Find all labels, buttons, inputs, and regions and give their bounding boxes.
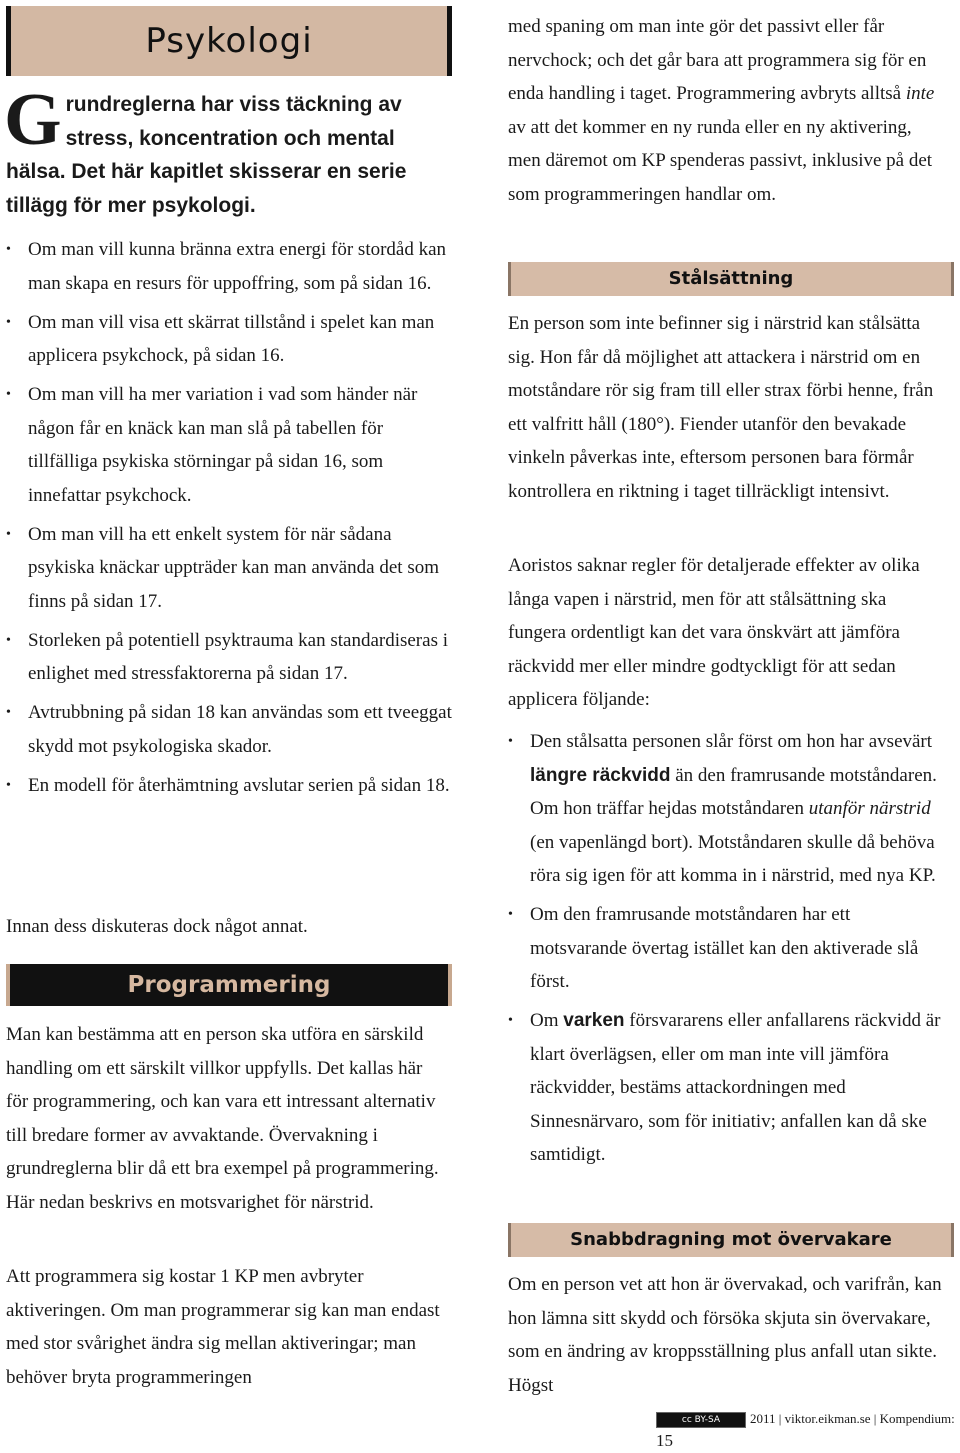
subsection-heading: Snabbdragning mot övervakare xyxy=(570,1229,892,1250)
chapter-title-box xyxy=(6,6,452,76)
intro-text: rundreglerna har viss täckning av stress, koncentration och mental hälsa. Det här kapitlet skisserar en serie tillägg för mer psykologi. xyxy=(6,93,407,217)
rules-list xyxy=(508,725,952,1177)
bold-term: varken xyxy=(563,1010,625,1031)
intro-paragraph xyxy=(4,79,446,222)
drop-cap: G xyxy=(4,79,62,161)
subsection-heading: Stålsättning xyxy=(668,268,794,289)
section-heading: Programmering xyxy=(127,972,331,998)
overview-list xyxy=(6,233,452,808)
footer-text: 2011 | viktor.eikman.se | Kompendium: xyxy=(750,1411,955,1426)
programmering-paragraph-2: Att programmera sig kostar 1 KP men avbryter aktiveringen. Om man programmerar sig kan man endast med stor svårighet ändra sig mellan aktiveringar; man behöver bryta programmeringen xyxy=(6,1266,440,1388)
stalsattning-paragraph-1: En person som inte befinner sig i närstrid kan stålsätta sig. Hon får då möjlighet att attackera i närstrid om en motståndare rör sig fram till eller strax förbi henne, från ett valfritt håll (180°). Fiender utanför den bevakade vinkeln påverkas inte, eftersom personen bara förmår kontrollera en riktning i taget tillräckligt intensivt. xyxy=(508,313,934,502)
list-item: • Om man vill kunna bränna extra energi för stordåd kan man skapa en resurs för uppoffring, som på sidan 16. xyxy=(6,233,452,300)
list-item: • Storleken på potentiell psyktrauma kan standardiseras i enlighet med stressfaktorerna på sidan 17. xyxy=(6,624,452,691)
subsection-heading-bar xyxy=(508,262,954,296)
emphasis: utanför närstrid xyxy=(808,798,931,819)
continued-paragraph: med spaning om man inte gör det passivt eller får nervchock; och det går bara att programmera sig för en enda handling i taget. Programmering avbryts alltså inte av att det kommer en ny runda eller en ny aktivering, men däremot om KP spenderas passivt, inklusive på det som programmeringen handlar om. xyxy=(508,16,935,205)
list-item: • Om den framrusande motståndaren har ett motsvarande övertag istället kan den aktiverade slå först. xyxy=(508,898,952,999)
subsection-heading-bar xyxy=(508,1223,954,1257)
snabb-paragraph: Om en person vet att hon är övervakad, och varifrån, kan hon lämna sitt skydd och försöka skjuta sin övervakare, som en ändring av kroppsställning plus anfall utan sikte. Högst xyxy=(508,1274,942,1396)
list-item: • Om varken försvararens eller anfallarens räckvidd är klart överlägsen, eller om man inte vill jämföra räckvidder, bestäms attackordningen med Sinnesnärvaro, som för initiativ; anfallen kan då ske samtidigt. xyxy=(508,1004,952,1172)
page-number: 15 xyxy=(656,1431,673,1450)
list-item: • Avtrubbning på sidan 18 kan användas som ett tveeggat skydd mot psykologiska skador. xyxy=(6,696,452,763)
section-heading-bar xyxy=(6,964,452,1006)
emphasis: inte xyxy=(905,83,935,104)
programmering-paragraph-1: Man kan bestämma att en person ska utföra en särskild handling om ett särskilt villkor uppfylls. Det kallas här för programmering, och kan vara ett intressant alternativ till bredare former av avvaktande. Övervakning i grundreglerna blir då ett bra exempel på programmering. Här nedan beskrivs en motsvarighet för närstrid. xyxy=(6,1024,439,1213)
list-item: • Om man vill ha mer variation i vad som händer när någon får en knäck kan man slå på tabellen för tillfälliga psykiska störningar på sidan 16, som innefattar psykchock. xyxy=(6,378,452,512)
transition-paragraph: Innan dess diskuteras dock något annat. xyxy=(6,916,308,937)
page-footer xyxy=(656,1408,956,1450)
list-item: • Om man vill visa ett skärrat tillstånd i spelet kan man applicera psykchock, på sidan 16. xyxy=(6,306,452,373)
cc-license-icon: cc BY-SA xyxy=(656,1412,746,1428)
bold-term: längre räckvidd xyxy=(530,764,671,786)
list-item: • Om man vill ha ett enkelt system för när sådana psykiska knäckar uppträder kan man använda det som finns på sidan 17. xyxy=(6,518,452,619)
list-item: • En modell för återhämtning avslutar serien på sidan 18. xyxy=(6,769,452,803)
stalsattning-paragraph-2: Aoristos saknar regler för detaljerade effekter av olika långa vapen i närstrid, men för att stålsättning ska fungera ordentligt kan det vara önskvärt att jämföra räckvidd mer eller mindre godtyckligt för att sedan applicera följande: xyxy=(508,555,920,710)
list-item: • Den stålsatta personen slår först om hon har avsevärt längre räckvidd än den framrusande motståndaren. Om hon träffar hejdas motståndaren utanför närstrid (en vapenlängd bort). Motståndaren skulle då behöva röra sig igen för att komma in i närstrid, med nya KP. xyxy=(508,725,952,893)
chapter-title: Psykologi xyxy=(145,21,313,61)
